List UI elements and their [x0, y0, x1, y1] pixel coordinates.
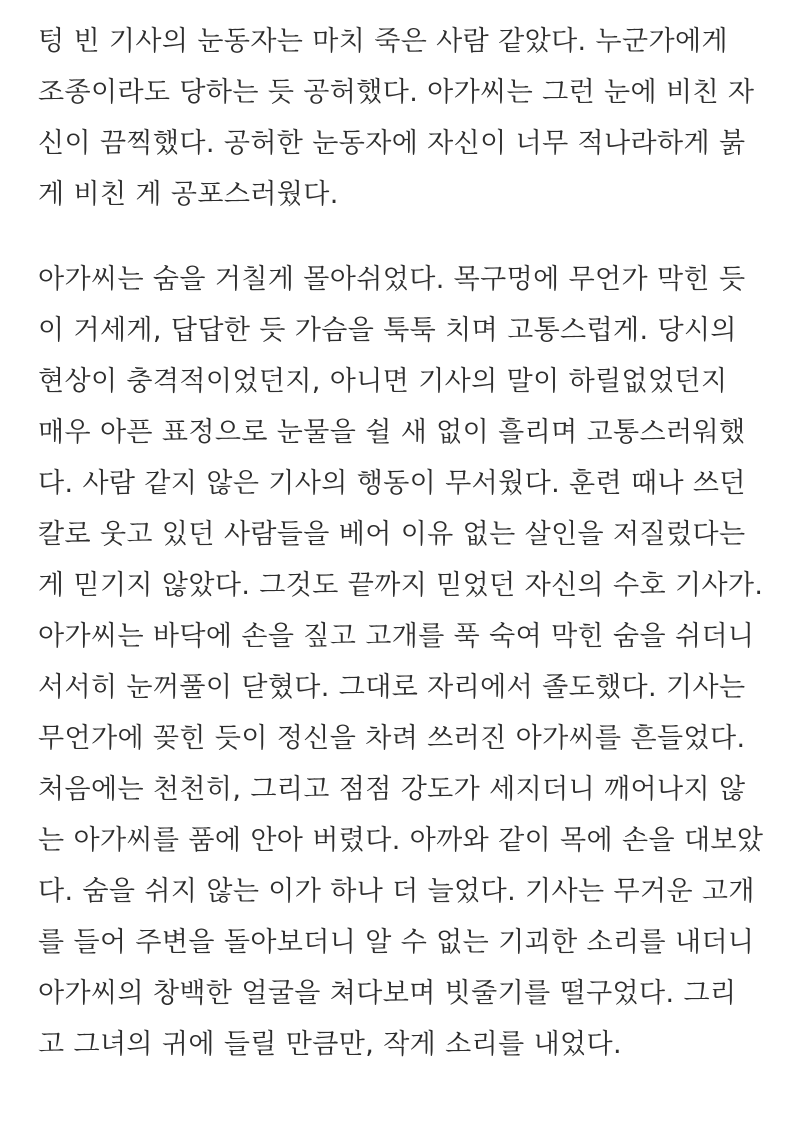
text-line: 조종이라도 당하는 듯 공허했다. 아가씨는 그런 눈에 비친 자 — [38, 77, 755, 108]
text-line: 현상이 충격적이었던지, 아니면 기사의 말이 하릴없었던지 — [38, 366, 728, 397]
text-line: 다. 사람 같지 않은 기사의 행동이 무서웠다. 훈련 때나 쓰던 — [38, 468, 746, 499]
paragraph-1 — [38, 16, 762, 220]
text-line: 는 아가씨를 품에 안아 버렸다. 아까와 같이 목에 손을 대보았 — [38, 825, 764, 856]
text-line: 무언가에 꽂힌 듯이 정신을 차려 쓰러진 아가씨를 흔들었다. — [38, 723, 746, 754]
text-line: 이 거세게, 답답한 듯 가슴을 툭툭 치며 고통스럽게. 당시의 — [38, 315, 737, 346]
text-line: 아가씨의 창백한 얼굴을 쳐다보며 빗줄기를 떨구었다. 그리 — [38, 978, 737, 1009]
text-line: 매우 아픈 표정으로 눈물을 쉴 새 없이 흘리며 고통스러워했 — [38, 417, 746, 448]
text-line: 서서히 눈꺼풀이 닫혔다. 그대로 자리에서 졸도했다. 기사는 — [38, 672, 746, 703]
text-line: 텅 빈 기사의 눈동자는 마치 죽은 사람 같았다. 누군가에게 — [38, 26, 728, 57]
text-line: 처음에는 천천히, 그리고 점점 강도가 세지더니 깨어나지 않 — [38, 774, 746, 805]
text-line: 게 비친 게 공포스러웠다. — [38, 179, 339, 210]
text-line: 신이 끔찍했다. 공허한 눈동자에 자신이 너무 적나라하게 붉 — [38, 128, 746, 159]
text-line: 를 들어 주변을 돌아보더니 알 수 없는 기괴한 소리를 내더니 — [38, 927, 755, 958]
paragraph-2 — [38, 254, 762, 1070]
text-line: 칼로 웃고 있던 사람들을 베어 이유 없는 살인을 저질렀다는 — [38, 519, 746, 550]
text-line: 고 그녀의 귀에 들릴 만큼만, 작게 소리를 내었다. — [38, 1029, 622, 1060]
text-line: 아가씨는 숨을 거칠게 몰아쉬었다. 목구멍에 무언가 막힌 듯 — [38, 264, 746, 295]
text-line: 다. 숨을 쉬지 않는 이가 하나 더 늘었다. 기사는 무거운 고개 — [38, 876, 755, 907]
text-line: 게 믿기지 않았다. 그것도 끝까지 믿었던 자신의 수호 기사가. — [38, 570, 764, 601]
text-line: 아가씨는 바닥에 손을 짚고 고개를 푹 숙여 막힌 숨을 쉬더니 — [38, 621, 755, 652]
